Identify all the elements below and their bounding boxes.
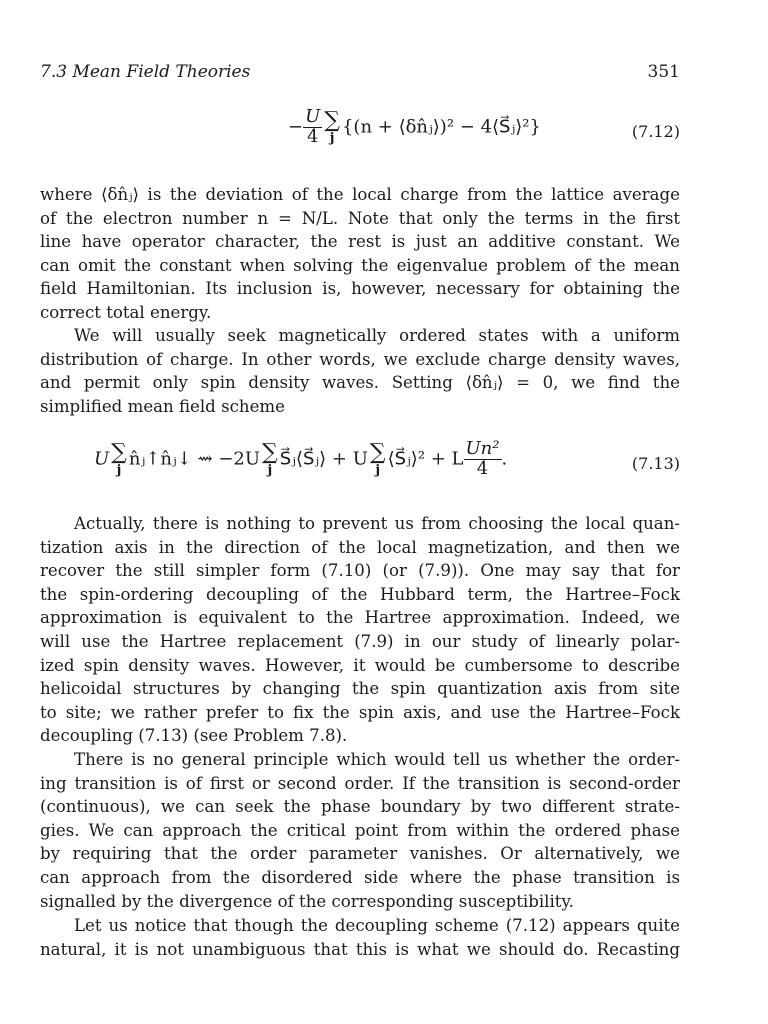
- paragraph-1: [40, 183, 680, 325]
- text-line: can omit the constant when solving the eigenvalue problem of the mean: [40, 255, 680, 275]
- summation-symbol: ∑ j: [262, 439, 278, 478]
- text-line: helicoidal structures by changing the spin quantization axis from site: [40, 679, 680, 699]
- paragraph-4: [40, 748, 680, 913]
- equation-number-7-13: (7.13): [631, 454, 680, 473]
- summation-symbol: ∑ j: [369, 439, 386, 478]
- page-number: 351: [647, 62, 680, 82]
- running-head: [40, 62, 680, 86]
- paragraph-2: [40, 324, 680, 418]
- text-line: simplified mean field scheme: [40, 396, 285, 416]
- text-line: gies. We can approach the critical point from within the ordered phase: [40, 820, 680, 840]
- text-line: distribution of charge. In other words, we exclude charge density waves,: [40, 349, 680, 369]
- text-line: can approach from the disordered side where the phase transition is: [40, 867, 680, 887]
- text-line: of the electron number n = N/L. Note that only the terms in the first: [40, 208, 680, 228]
- text-line: (continuous), we can seek the phase boundary by two different strate-: [40, 797, 680, 817]
- text-line: and permit only spin density waves. Setting ⟨δn̂ⱼ⟩ = 0, we find the: [40, 373, 680, 393]
- text-line: by requiring that the order parameter vanishes. Or alternatively, we: [40, 844, 680, 864]
- equation-7-13: [40, 440, 680, 500]
- text-line: We will usually seek magnetically ordered states with a uniform: [74, 326, 680, 345]
- text-line: where ⟨δn̂ⱼ⟩ is the deviation of the local charge from the lattice average: [40, 185, 680, 204]
- text-line: tization axis in the direction of the local magnetization, and then we: [40, 537, 680, 557]
- text-line: will use the Hartree replacement (7.9) in our study of linearly polar-: [40, 631, 680, 651]
- text-line: signalled by the divergence of the corresponding susceptibility.: [40, 891, 574, 911]
- equation-number-7-12: (7.12): [631, 122, 680, 141]
- text-line: decoupling (7.13) (see Problem 7.8).: [40, 726, 348, 746]
- text-line: correct total energy.: [40, 302, 212, 322]
- leadsto-arrow-icon: ⇝: [197, 448, 213, 470]
- paragraph-5: [40, 914, 680, 961]
- equation-7-12-body: − $\frac{U}{4}$ ∑ j {(n + ⟨δn̂ⱼ⟩)² − 4⟨S⃗ⱼ⟩²}: [288, 106, 541, 147]
- text-line: Actually, there is nothing to prevent us from choosing the local quan-: [74, 514, 680, 533]
- paragraph-3: [40, 512, 680, 748]
- equation-7-12-terms: {(n + ⟨δn̂ⱼ⟩)² − 4⟨S⃗ⱼ⟩²}: [341, 116, 541, 138]
- text-line: There is no general principle which would tell us whether the order-: [74, 750, 680, 769]
- equation-7-13-body: U ∑ j n̂ⱼ↑n̂ⱼ↓ ⇝ −2U ∑ j S⃗ⱼ⟨S⃗ⱼ⟩ + U ∑ j ⟨S⃗ⱼ⟩² + L $\frac{\text{Un²}}{4}$ .: [94, 438, 508, 479]
- text-line: the spin-ordering decoupling of the Hubbard term, the Hartree–Fock: [40, 584, 680, 604]
- text-line: Let us notice that though the decoupling scheme (7.12) appears quite: [74, 916, 680, 935]
- text-line: line have operator character, the rest is just an additive constant. We: [40, 232, 680, 252]
- text-line: natural, it is not unambiguous that this is what we should do. Recasting: [40, 939, 680, 959]
- section-title: 7.3 Mean Field Theories: [40, 62, 251, 82]
- equation-7-12: [40, 106, 680, 166]
- text-line: to site; we rather prefer to fix the spin axis, and use the Hartree–Fock: [40, 702, 680, 722]
- text-line: ized spin density waves. However, it would be cumbersome to describe: [40, 655, 680, 675]
- fraction-un2-over-4: $\frac{\text{Un²}}{4}$: [465, 438, 500, 479]
- text-line: field Hamiltonian. Its inclusion is, however, necessary for obtaining the: [40, 279, 680, 299]
- text-line: approximation is equivalent to the Hartree approximation. Indeed, we: [40, 608, 680, 628]
- fraction-u-over-4: $\frac{U}{4}$: [305, 106, 321, 147]
- summation-symbol: ∑ j: [324, 107, 340, 146]
- text-line: recover the still simpler form (7.10) (or (7.9)). One may say that for: [40, 561, 680, 581]
- summation-symbol: ∑ j: [111, 439, 127, 478]
- text-line: ing transition is of first or second order. If the transition is second-order: [40, 773, 680, 793]
